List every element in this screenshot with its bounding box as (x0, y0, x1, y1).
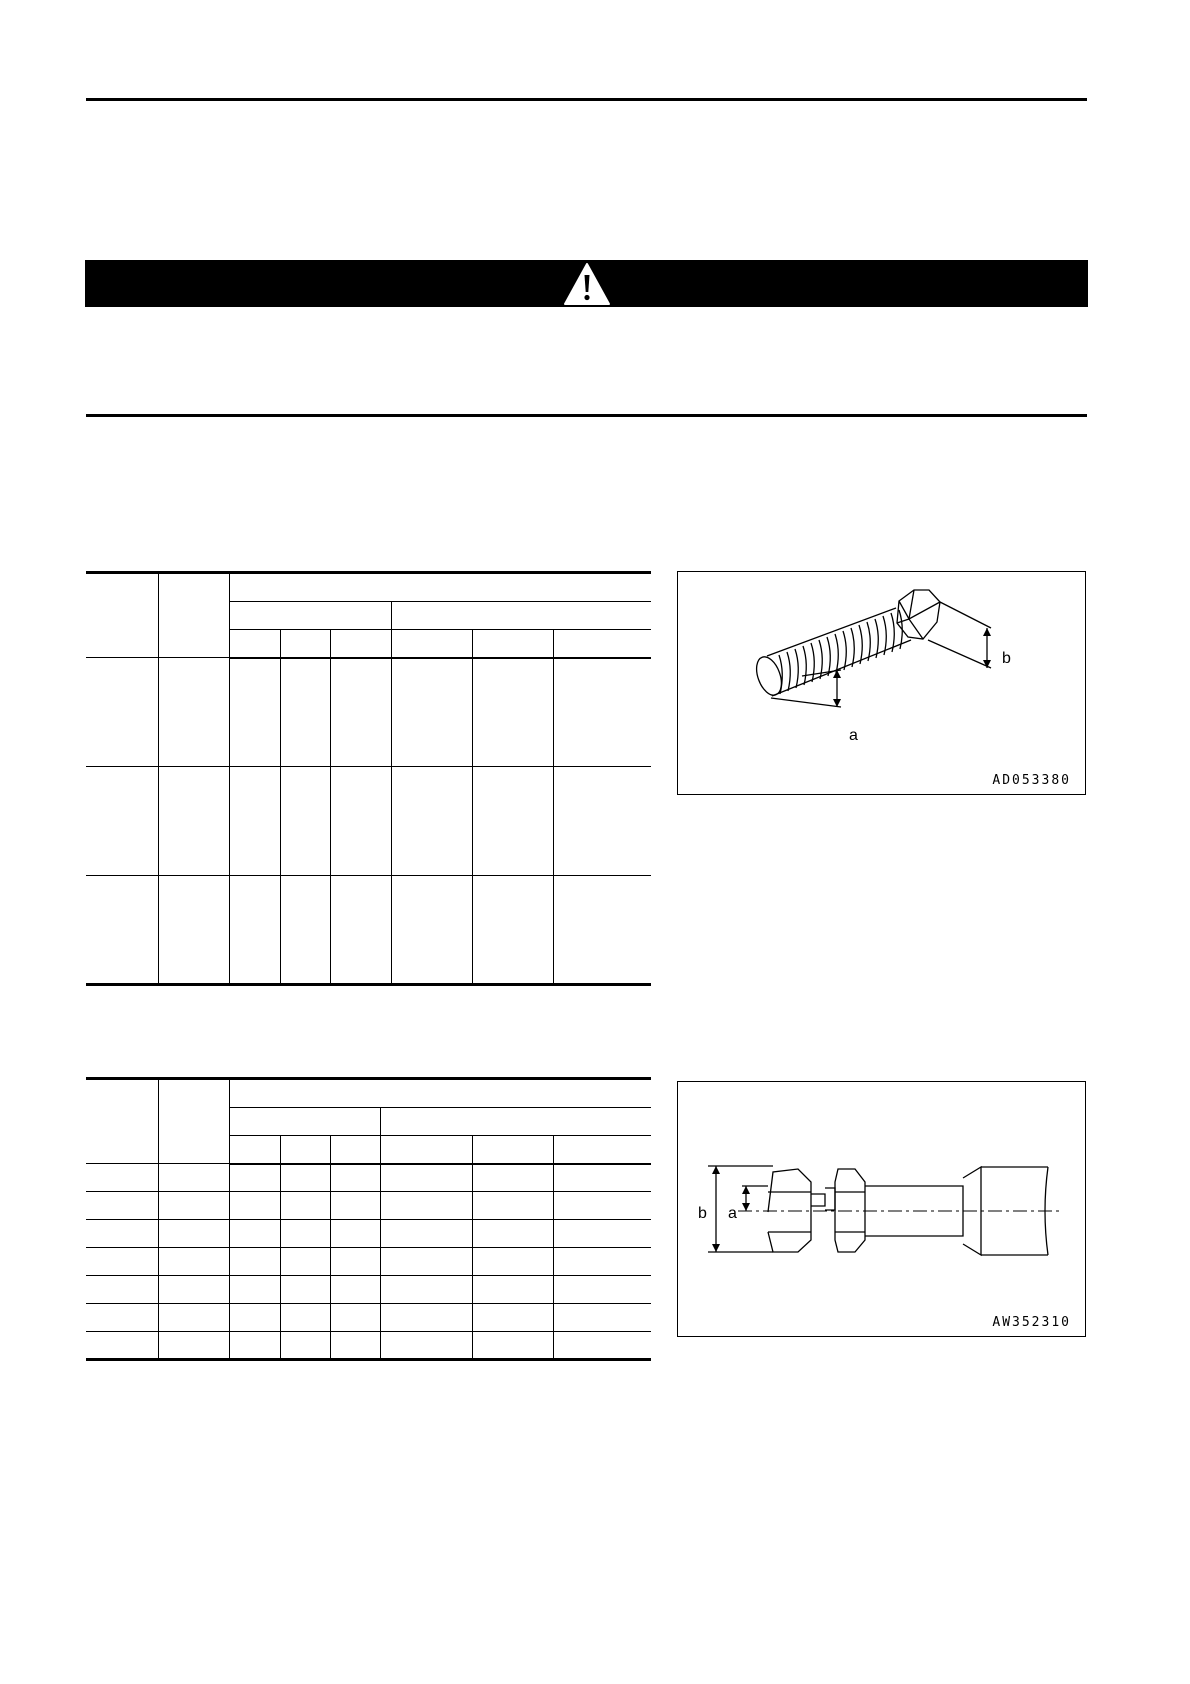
hose-fitting-figure (677, 1081, 1086, 1337)
dimension-b-label: b (698, 1205, 707, 1222)
table-row (86, 1192, 651, 1220)
dimension-a-label: a (849, 727, 858, 744)
hose-fitting-drawing (678, 1082, 1085, 1336)
table-row (86, 1276, 651, 1304)
bolt-figure (677, 571, 1086, 795)
torque-table-1 (86, 571, 651, 986)
table-row (86, 1164, 651, 1192)
torque-table-2 (86, 1077, 651, 1361)
table-row (86, 1220, 651, 1248)
table-row (86, 1079, 651, 1108)
table-row (86, 767, 651, 876)
figure-code: AD053380 (992, 773, 1071, 788)
header-rule (86, 98, 1087, 101)
dimension-a-label: a (728, 1205, 737, 1222)
dimension-b-label: b (1002, 650, 1011, 667)
table-row (86, 1248, 651, 1276)
warning-end-rule (86, 414, 1087, 417)
table-row (86, 1304, 651, 1332)
warning-banner (85, 260, 1088, 307)
table-row (86, 573, 651, 602)
bolt-drawing (678, 572, 1085, 794)
table-row (86, 1332, 651, 1360)
figure-code: AW352310 (992, 1315, 1071, 1330)
table-row (86, 658, 651, 767)
warning-triangle-icon (563, 262, 611, 306)
table-row (86, 876, 651, 985)
